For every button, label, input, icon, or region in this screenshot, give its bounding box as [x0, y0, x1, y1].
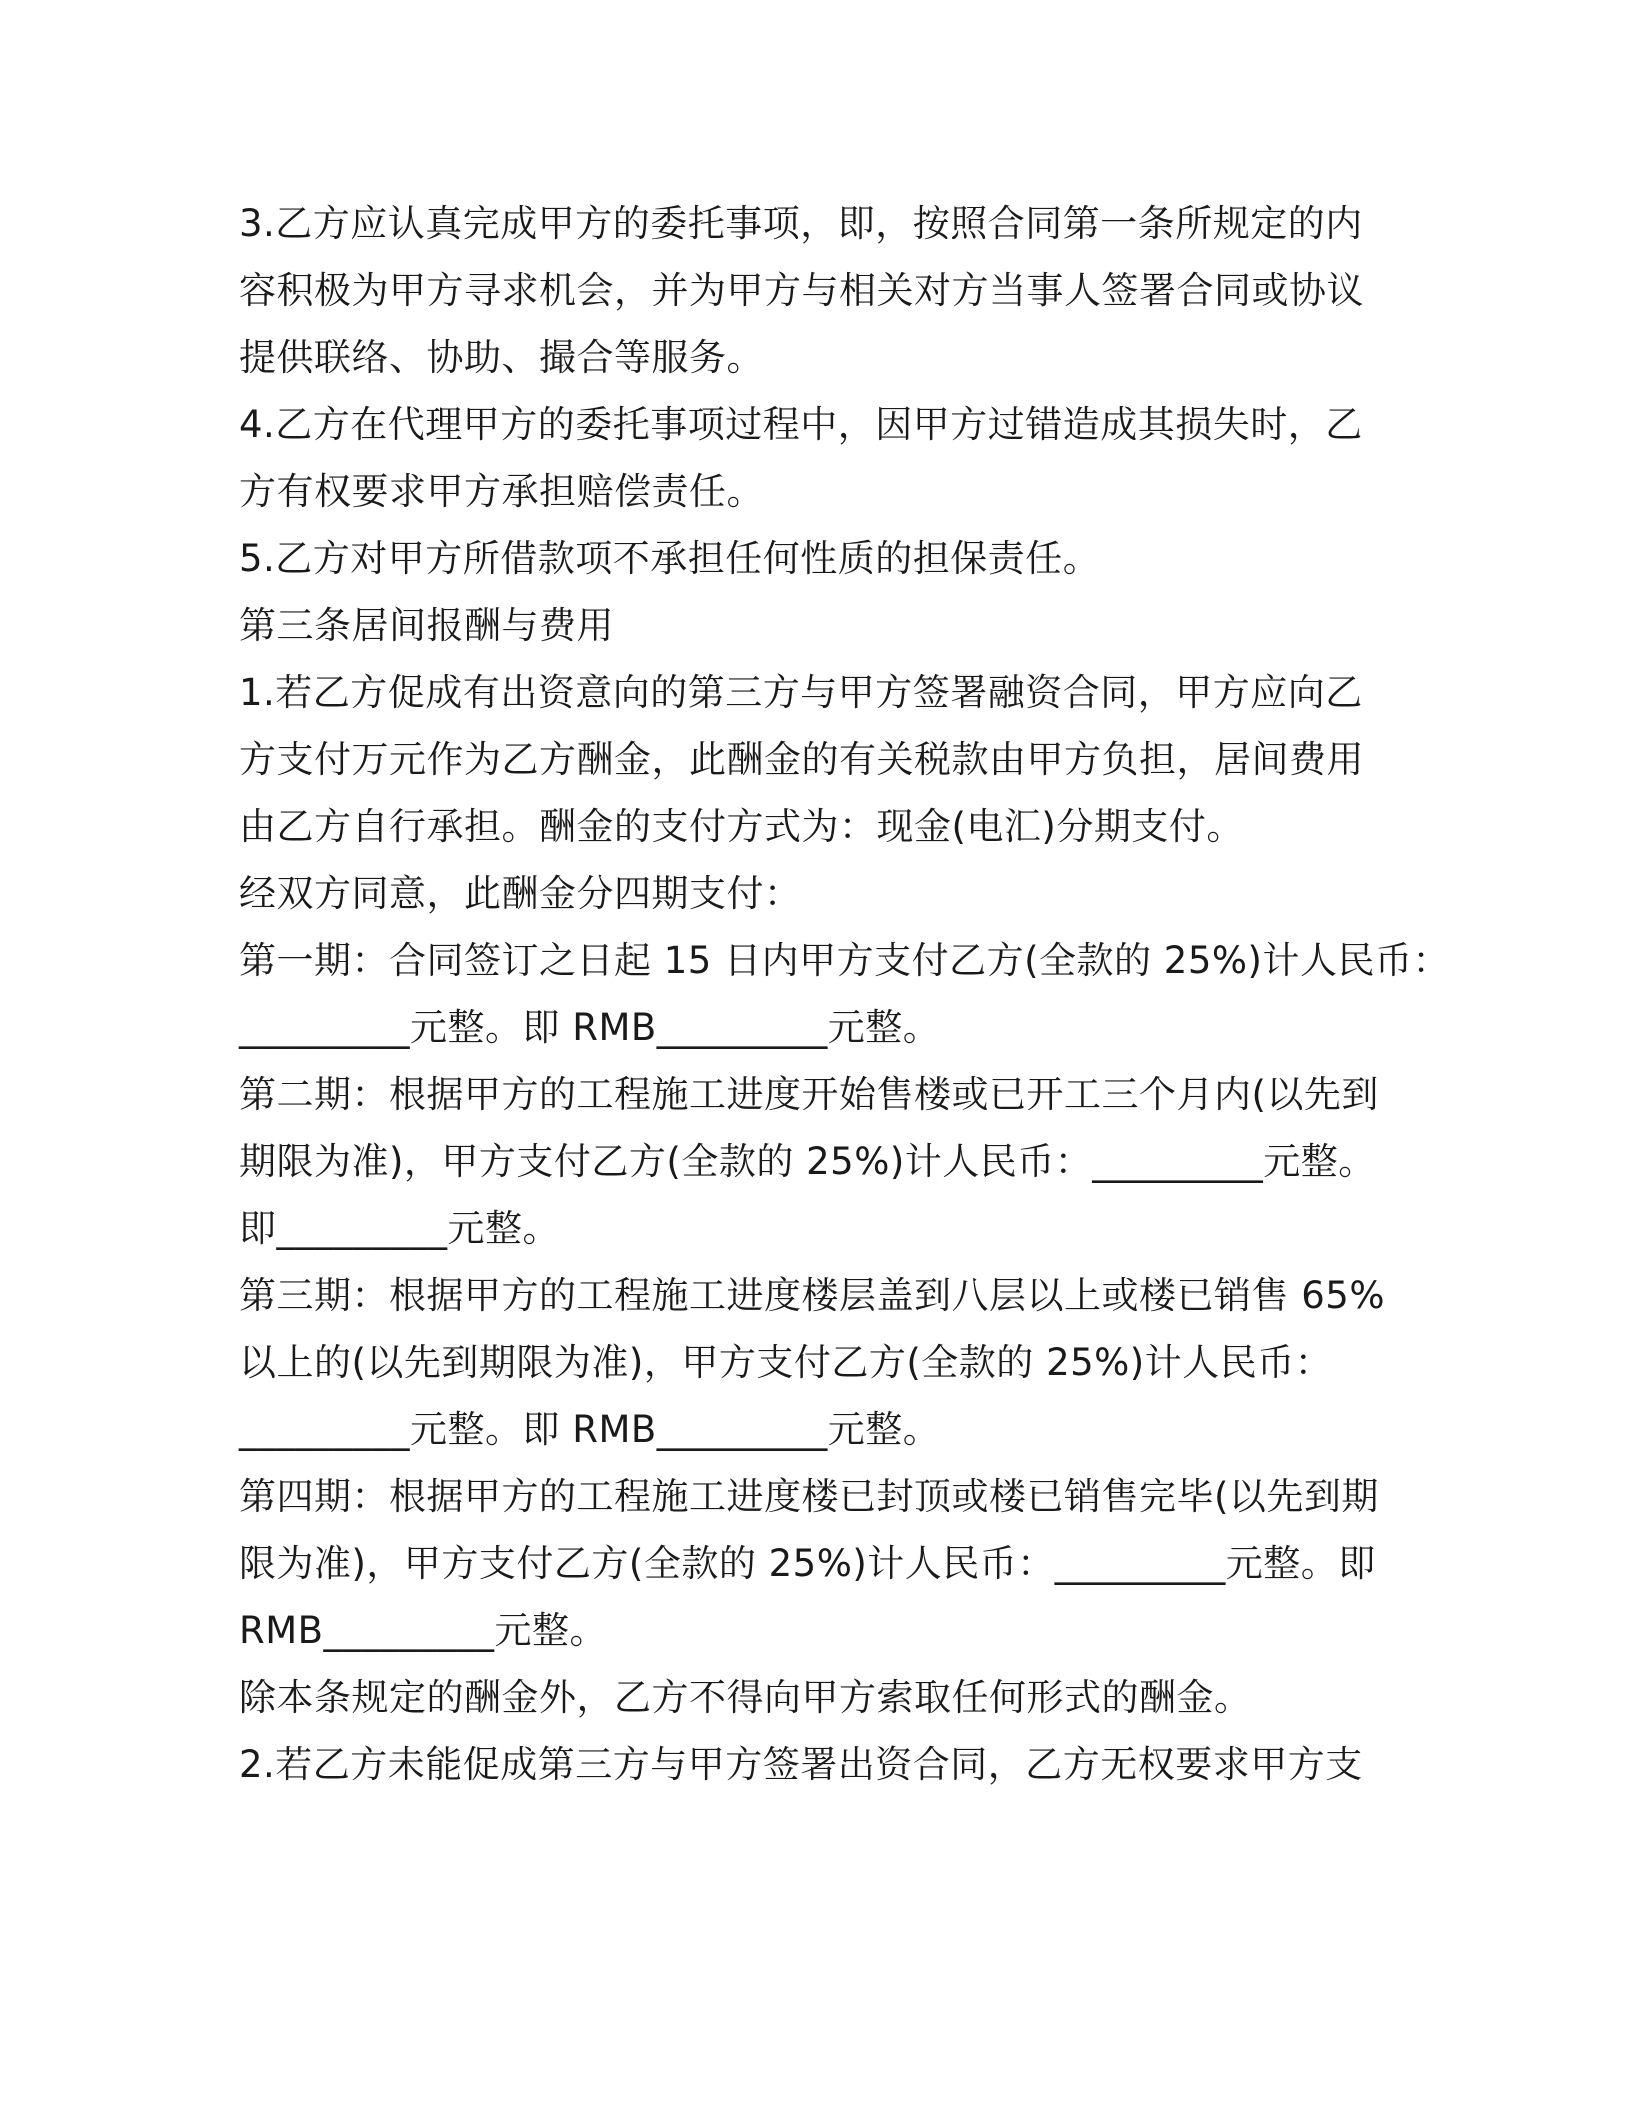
installment-intro: 经双方同意，此酬金分四期支付：	[239, 872, 802, 915]
clause-4-line-2: 方有权要求甲方承担赔偿责任。	[239, 470, 764, 513]
installment-2-line-2: 期限为准)，甲方支付乙方(全款的 25%)计人民币：_________元整。	[239, 1140, 1376, 1183]
installment-1-line-1: 第一期：合同签订之日起 15 日内甲方支付乙方(全款的 25%)计人民币：	[239, 939, 1450, 982]
clause-5-line-1: 5.乙方对甲方所借款项不承担任何性质的担保责任。	[239, 537, 1101, 580]
article-3-item-2-line-1: 2.若乙方未能促成第三方与甲方签署出资合同，乙方无权要求甲方支	[239, 1743, 1363, 1786]
document-body	[239, 190, 1450, 1798]
installment-3-line-2: 以上的(以先到期限为准)，甲方支付乙方(全款的 25%)计人民币：	[239, 1341, 1333, 1384]
clause-3-line-1: 3.乙方应认真完成甲方的委托事项，即，按照合同第一条所规定的内	[239, 202, 1363, 245]
clause-3-line-2: 容积极为甲方寻求机会，并为甲方与相关对方当事人签署合同或协议	[239, 269, 1364, 312]
installment-3-line-3: _________元整。即 RMB_________元整。	[239, 1408, 941, 1451]
installment-4-line-2: 限为准)，甲方支付乙方(全款的 25%)计人民币：_________元整。即	[239, 1542, 1376, 1585]
article-3-item-1-line-3: 由乙方自行承担。酬金的支付方式为：现金(电汇)分期支付。	[239, 805, 1244, 848]
article-3-item-1-line-2: 方支付万元作为乙方酬金，此酬金的有关税款由甲方负担，居间费用	[239, 738, 1364, 781]
clause-4-line-1: 4.乙方在代理甲方的委托事项过程中，因甲方过错造成其损失时，乙	[239, 403, 1363, 446]
installment-4-line-1: 第四期：根据甲方的工程施工进度楼已封顶或楼已销售完毕(以先到期	[239, 1475, 1379, 1518]
installment-1-line-2: _________元整。即 RMB_________元整。	[239, 1006, 941, 1049]
clause-3-line-3: 提供联络、协助、撮合等服务。	[239, 336, 764, 379]
installment-4-line-3: RMB_________元整。	[239, 1609, 608, 1652]
installment-2-line-1: 第二期：根据甲方的工程施工进度开始售楼或已开工三个月内(以先到	[239, 1073, 1379, 1116]
installment-2-line-3: 即_________元整。	[239, 1207, 560, 1250]
installment-3-line-1: 第三期：根据甲方的工程施工进度楼层盖到八层以上或楼已销售 65%	[239, 1274, 1385, 1317]
remuneration-exclusion: 除本条规定的酬金外，乙方不得向甲方索取任何形式的酬金。	[239, 1676, 1252, 1719]
article-3-item-1-line-1: 1.若乙方促成有出资意向的第三方与甲方签署融资合同，甲方应向乙	[239, 671, 1363, 714]
article-3-heading: 第三条居间报酬与费用	[239, 604, 614, 647]
